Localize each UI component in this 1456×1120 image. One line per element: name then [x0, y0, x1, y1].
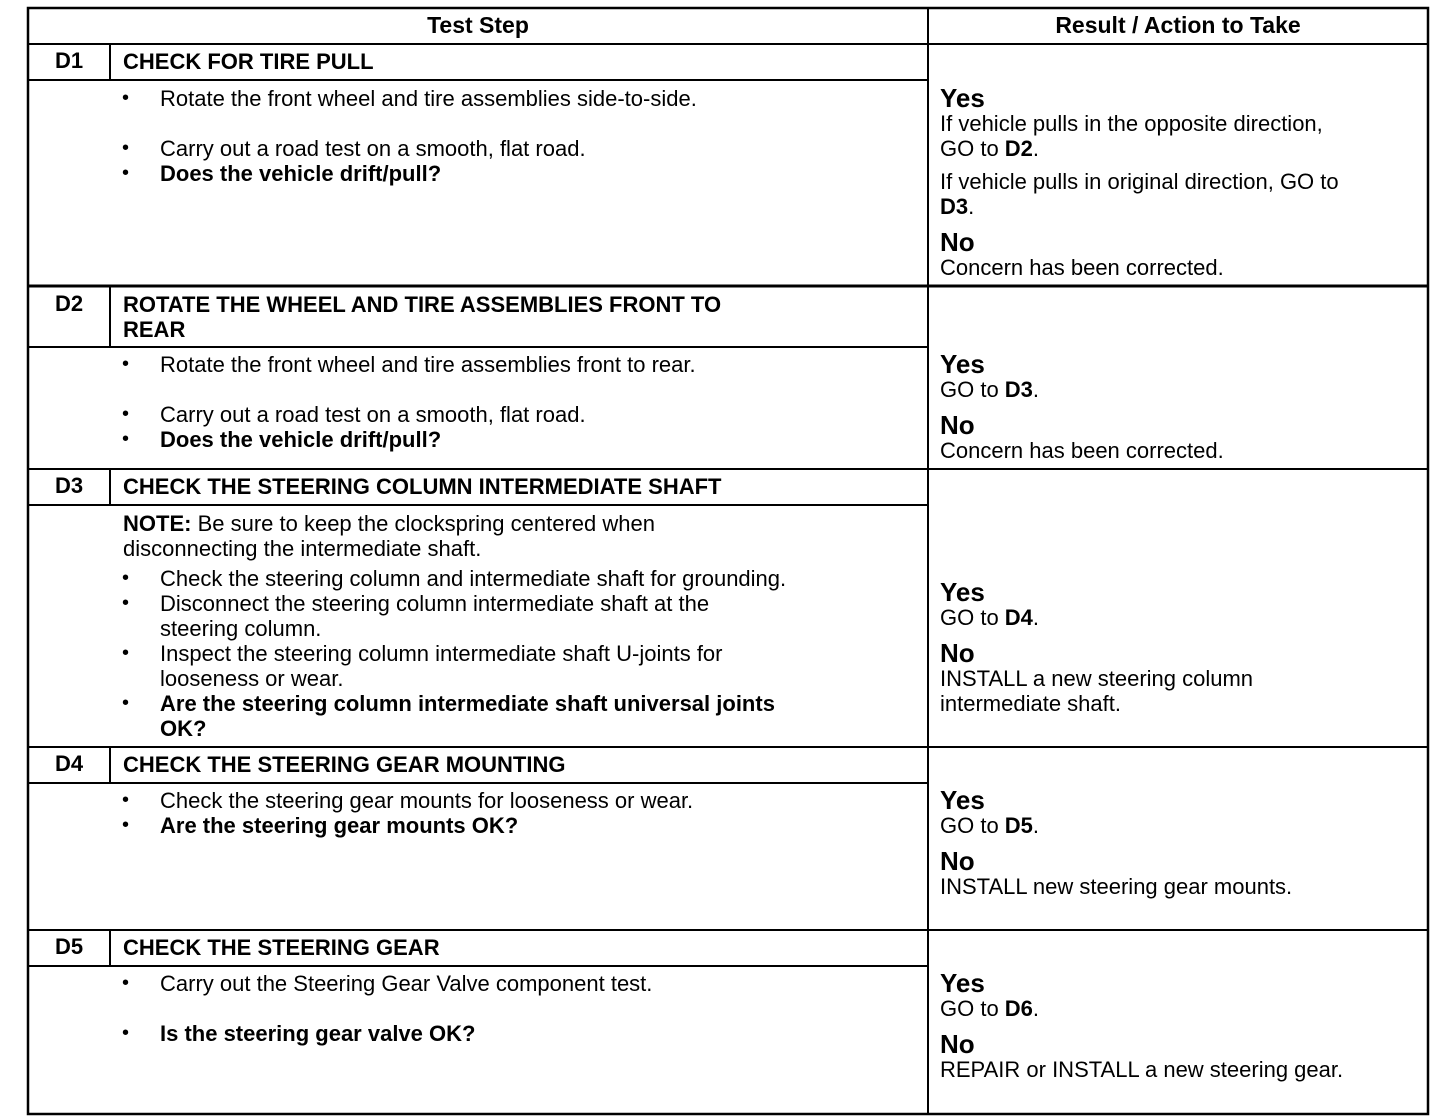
d3-no-label: No — [940, 638, 975, 668]
d2-step-rotate: Rotate the front wheel and tire assemblies front to rear. — [160, 352, 696, 377]
d5-step-test: Carry out the Steering Gear Valve component test. — [160, 971, 653, 996]
step-title-d2-line2: REAR — [123, 317, 186, 342]
d3-note-line1: NOTE: Be sure to keep the clockspring centered when — [123, 511, 655, 536]
d3-step-check: Check the steering column and intermediate shaft for grounding. — [160, 566, 787, 591]
d4-no-text: INSTALL new steering gear mounts. — [940, 874, 1293, 899]
d4-yes-goto: GO to D5. — [940, 813, 1040, 838]
d3-step-inspect-1: Inspect the steering column intermediate shaft U-joints for — [160, 641, 723, 666]
d3-question-2: OK? — [160, 716, 207, 741]
step-title-d3: CHECK THE STEERING COLUMN INTERMEDIATE SHAFT — [123, 474, 722, 499]
d2-no-label: No — [940, 410, 975, 440]
bullet: • — [122, 403, 130, 425]
d3-step-disconnect-2: steering column. — [160, 616, 322, 641]
bullet: • — [122, 428, 130, 450]
step-ref-d6: D6 — [1004, 996, 1033, 1021]
step-ref-d3: D3 — [1004, 377, 1033, 402]
bullet: • — [122, 567, 130, 589]
step-ref-d2: D2 — [1004, 136, 1033, 161]
bullet: • — [122, 789, 130, 811]
bullet: • — [122, 87, 130, 109]
d2-step-road-test: Carry out a road test on a smooth, flat road. — [160, 402, 586, 427]
d3-step-disconnect-1: Disconnect the steering column intermediate shaft at the — [160, 591, 710, 616]
d1-step-rotate: Rotate the front wheel and tire assemblies side-to-side. — [160, 86, 697, 111]
bullet: • — [122, 814, 130, 836]
step-code-d4: D4 — [54, 751, 84, 776]
bullet: • — [122, 692, 130, 714]
step-title-d2-line1: ROTATE THE WHEEL AND TIRE ASSEMBLIES FRONT TO — [123, 292, 722, 317]
step-ref-d3: D3 — [940, 194, 969, 219]
header-test-step: Test Step — [427, 12, 529, 38]
d1-yes-goto-1: GO to D2. — [940, 136, 1040, 161]
bullet: • — [122, 137, 130, 159]
d4-no-label: No — [940, 846, 975, 876]
bullet: • — [122, 972, 130, 994]
d5-yes-goto: GO to D6. — [940, 996, 1040, 1021]
step-code-d5: D5 — [54, 934, 84, 959]
bullet: • — [122, 1022, 130, 1044]
d1-no-label: No — [940, 227, 975, 257]
d2-yes-goto: GO to D3. — [940, 377, 1040, 402]
d3-question-1: Are the steering column intermediate shaft universal joints — [160, 691, 775, 716]
d5-no-text: REPAIR or INSTALL a new steering gear. — [940, 1057, 1344, 1082]
d4-yes-label: Yes — [940, 785, 985, 815]
d5-no-label: No — [940, 1029, 975, 1059]
d1-step-road-test: Carry out a road test on a smooth, flat road. — [160, 136, 586, 161]
d5-yes-label: Yes — [940, 968, 985, 998]
d5-question: Is the steering gear valve OK? — [160, 1021, 476, 1046]
bullet: • — [122, 162, 130, 184]
d3-yes-label: Yes — [940, 577, 985, 607]
step-ref-d5: D5 — [1004, 813, 1033, 838]
step-ref-d4: D4 — [1004, 605, 1033, 630]
d1-question: Does the vehicle drift/pull? — [160, 161, 442, 186]
step-title-d5: CHECK THE STEERING GEAR — [123, 935, 440, 960]
bullet: • — [122, 592, 130, 614]
d3-note-line2: disconnecting the intermediate shaft. — [123, 536, 482, 561]
bullet: • — [122, 642, 130, 664]
step-title-d1: CHECK FOR TIRE PULL — [123, 49, 374, 74]
d1-yes-label: Yes — [940, 83, 985, 113]
step-code-d1: D1 — [54, 48, 84, 73]
note-label: NOTE: — [123, 511, 192, 536]
d1-yes-goto-2: D3. — [940, 194, 975, 219]
step-code-d2: D2 — [54, 291, 84, 316]
d3-no-text-1: INSTALL a new steering column — [940, 666, 1254, 691]
d4-question: Are the steering gear mounts OK? — [160, 813, 519, 838]
d2-yes-label: Yes — [940, 349, 985, 379]
d4-step-check: Check the steering gear mounts for looseness or wear. — [160, 788, 694, 813]
d3-yes-goto: GO to D4. — [940, 605, 1040, 630]
d1-no-text: Concern has been corrected. — [940, 255, 1224, 280]
step-title-d4: CHECK THE STEERING GEAR MOUNTING — [123, 752, 566, 777]
d3-step-inspect-2: looseness or wear. — [160, 666, 344, 691]
header-result-action: Result / Action to Take — [1055, 12, 1301, 38]
step-code-d3: D3 — [54, 473, 84, 498]
d1-yes-text-2: If vehicle pulls in original direction, GO to — [940, 169, 1339, 194]
d1-yes-text-1: If vehicle pulls in the opposite direction, — [940, 111, 1323, 136]
d2-no-text: Concern has been corrected. — [940, 438, 1224, 463]
bullet: • — [122, 353, 130, 375]
d2-question: Does the vehicle drift/pull? — [160, 427, 442, 452]
d3-no-text-2: intermediate shaft. — [940, 691, 1121, 716]
